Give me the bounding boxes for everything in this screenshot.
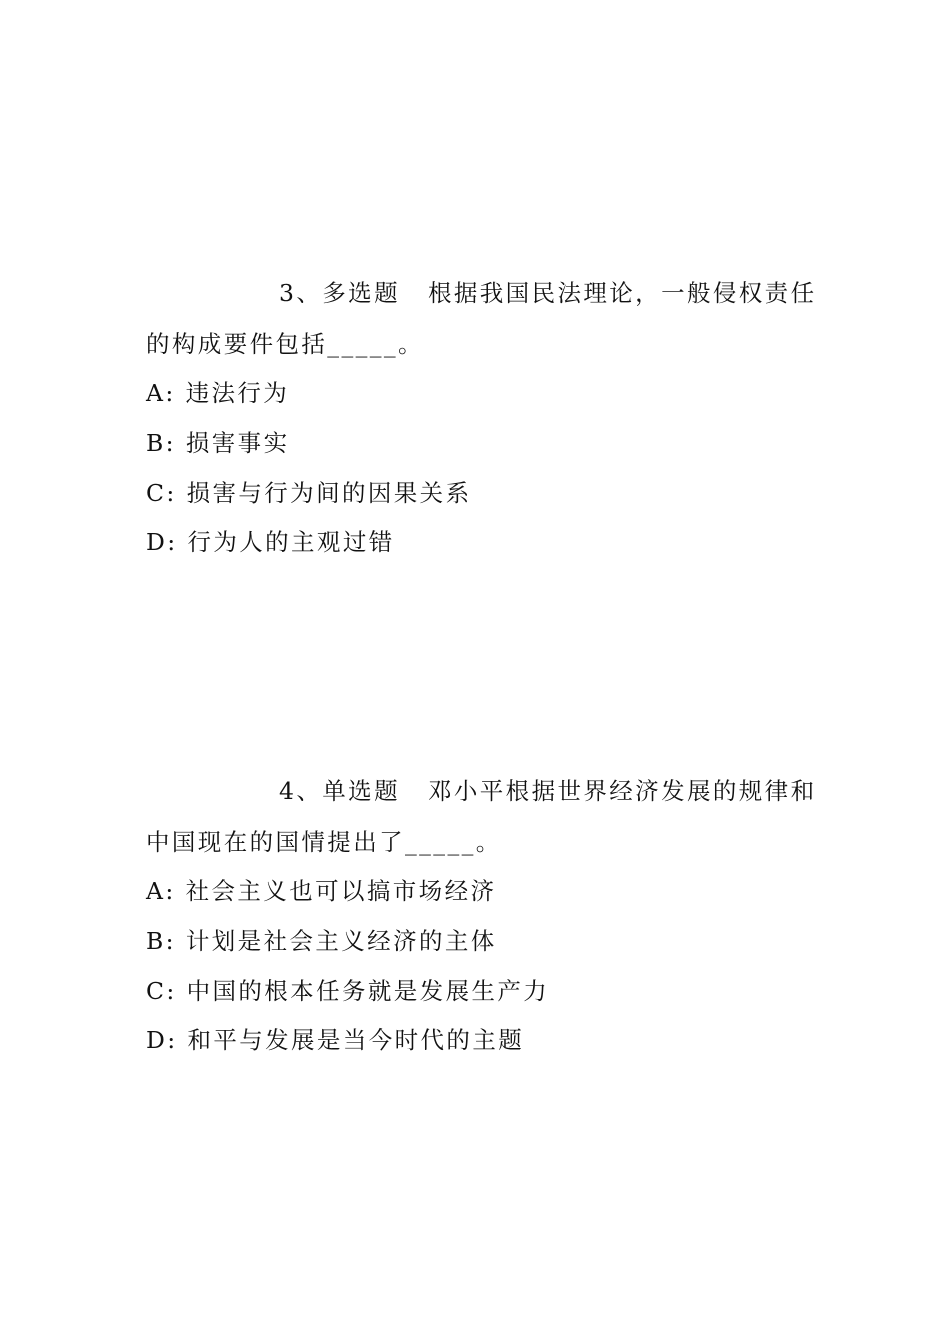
- option-text: 计划是社会主义经济的主体: [185, 927, 497, 955]
- question-type: 单选题: [322, 777, 400, 805]
- option-text: 违法行为: [185, 379, 290, 407]
- option-d: [146, 528, 395, 556]
- option-text: 中国的根本任务就是发展生产力: [186, 977, 550, 1005]
- question-stem-line1: 根据我国民法理论，一般侵权责任: [427, 279, 817, 307]
- option-label: A:: [146, 379, 176, 407]
- question-number: 3、: [279, 279, 323, 307]
- option-label: C:: [146, 977, 177, 1005]
- question-stem-line1: 邓小平根据世界经济发展的规律和: [427, 777, 817, 805]
- option-c: [146, 977, 550, 1005]
- option-text: 社会主义也可以搞市场经济: [185, 877, 497, 905]
- question-stem-line2: 的构成要件包括_____。: [146, 330, 424, 358]
- question-type: 多选题: [322, 279, 400, 307]
- option-d: [146, 1026, 525, 1054]
- option-b: [146, 429, 290, 457]
- option-a: [146, 379, 290, 407]
- option-a: [146, 877, 497, 905]
- option-label: B:: [146, 429, 176, 457]
- question-number: 4、: [279, 777, 323, 805]
- option-text: 损害与行为间的因果关系: [186, 479, 472, 507]
- option-label: D:: [146, 528, 178, 556]
- question-header: [279, 279, 817, 307]
- option-label: B:: [146, 927, 176, 955]
- option-label: C:: [146, 479, 177, 507]
- option-label: D:: [146, 1026, 178, 1054]
- question-stem-line2: 中国现在的国情提出了_____。: [146, 828, 502, 856]
- option-b: [146, 927, 497, 955]
- option-text: 损害事实: [185, 429, 290, 457]
- option-text: 和平与发展是当今时代的主题: [187, 1026, 525, 1054]
- option-text: 行为人的主观过错: [187, 528, 395, 556]
- option-c: [146, 479, 472, 507]
- option-label: A:: [146, 877, 176, 905]
- question-header: [279, 777, 817, 805]
